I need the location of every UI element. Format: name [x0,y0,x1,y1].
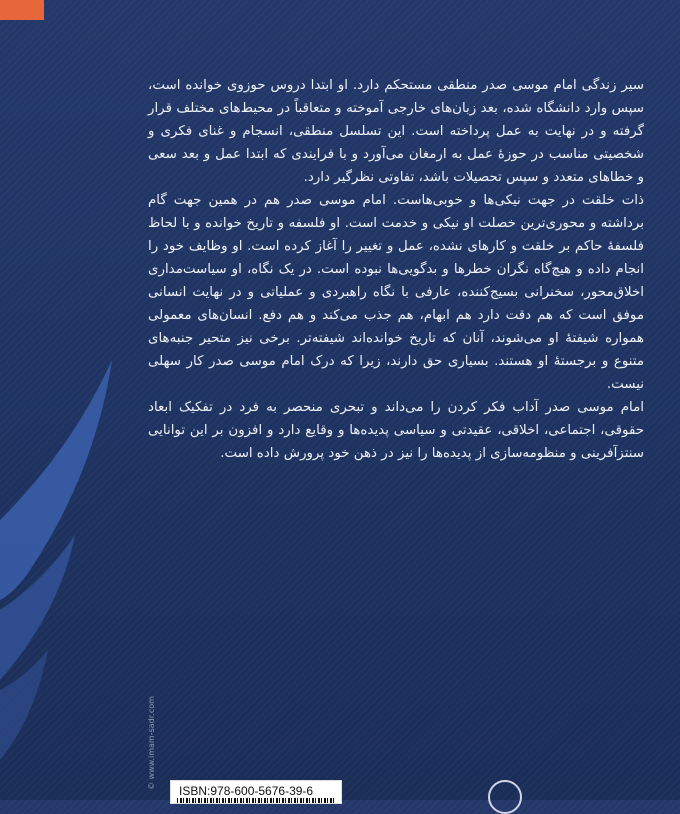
vertical-copyright-note [147,696,159,790]
publisher-circle-icon [488,780,522,814]
barcode [177,798,335,803]
back-cover-text [148,74,644,465]
isbn-label: ISBN:978-600-5676-39-6 [179,784,314,798]
vertical-note-text: © www.imam-sadr.com [147,696,156,790]
decorative-swoosh [0,360,150,800]
paragraph-1: سیر زندگی امام موسی صدر منطقی مستحکم دارد. او ابتدا دروس حوزوی خوانده است، سپس وارد دانشگاه شده، بعد زبان‌های خارجی آموخته و متعاقباً در محیط‌های مختلف قرار گرفته و در نهایت به عمل پرداخته است. این تسلسل منطقی، انسجام و غنای فکری و شخصیتی مناسب در حوزهٔ عمل به ارمغان می‌آورد و با فرایندی که ابتدا عمل و بعد سعی و خطاهای متعدد و سپس تحصیلات باشد، تفاوتی نظرگیر دارد. [148,78,644,185]
paragraph-2: ذات خلقت در جهت نیکی‌ها و خوبی‌هاست. امام موسی صدر هم در همین جهت گام برداشته و محوری‌ترین خصلت او نیکی و خدمت است. او فلسفه و تاریخ خوانده و با لحاظ فلسفهٔ حاکم بر خلقت و کارهای نشده، عمل و تغییر را آغاز کرده است. او وظایف خود را انجام داده و هیچ‌گاه نگران خطرها و بدگویی‌ها نبوده است. در یک نگاه، او سیاست‌مداری اخلاق‌محور، سخنرانی بسیج‌کننده، عارفی با نگاه راهبردی و عملیاتی و در نهایت انسانی موفق است که هم دقت دارد هم ابهام، هم جذب می‌کند و هم دفع. انسان‌های معمولی همواره شیفتهٔ او می‌شوند، آنان که تاریخ خوانده‌اند شیفته‌تر. برخی نیز متحیر جنبه‌های متنوع و برجستهٔ او هستند. بسیاری حق دارند، زیرا که درک امام موسی صدر کار سهلی نیست. [148,193,644,392]
orange-corner-tab [0,0,44,20]
paragraph-3: امام موسی صدر آداب فکر کردن را می‌داند و تبحری منحصر به فرد در تفکیک ابعاد حقوقی، اجتماعی، اخلاقی، عقیدتی و سیاسی پدیده‌ها و وقایع دارد و افزون بر این توانایی سنتزآفرینی و منظومه‌سازی از پدیده‌ها را نیز در ذهن خود پرورش داده است. [148,400,644,461]
isbn-barcode-box [170,780,342,804]
